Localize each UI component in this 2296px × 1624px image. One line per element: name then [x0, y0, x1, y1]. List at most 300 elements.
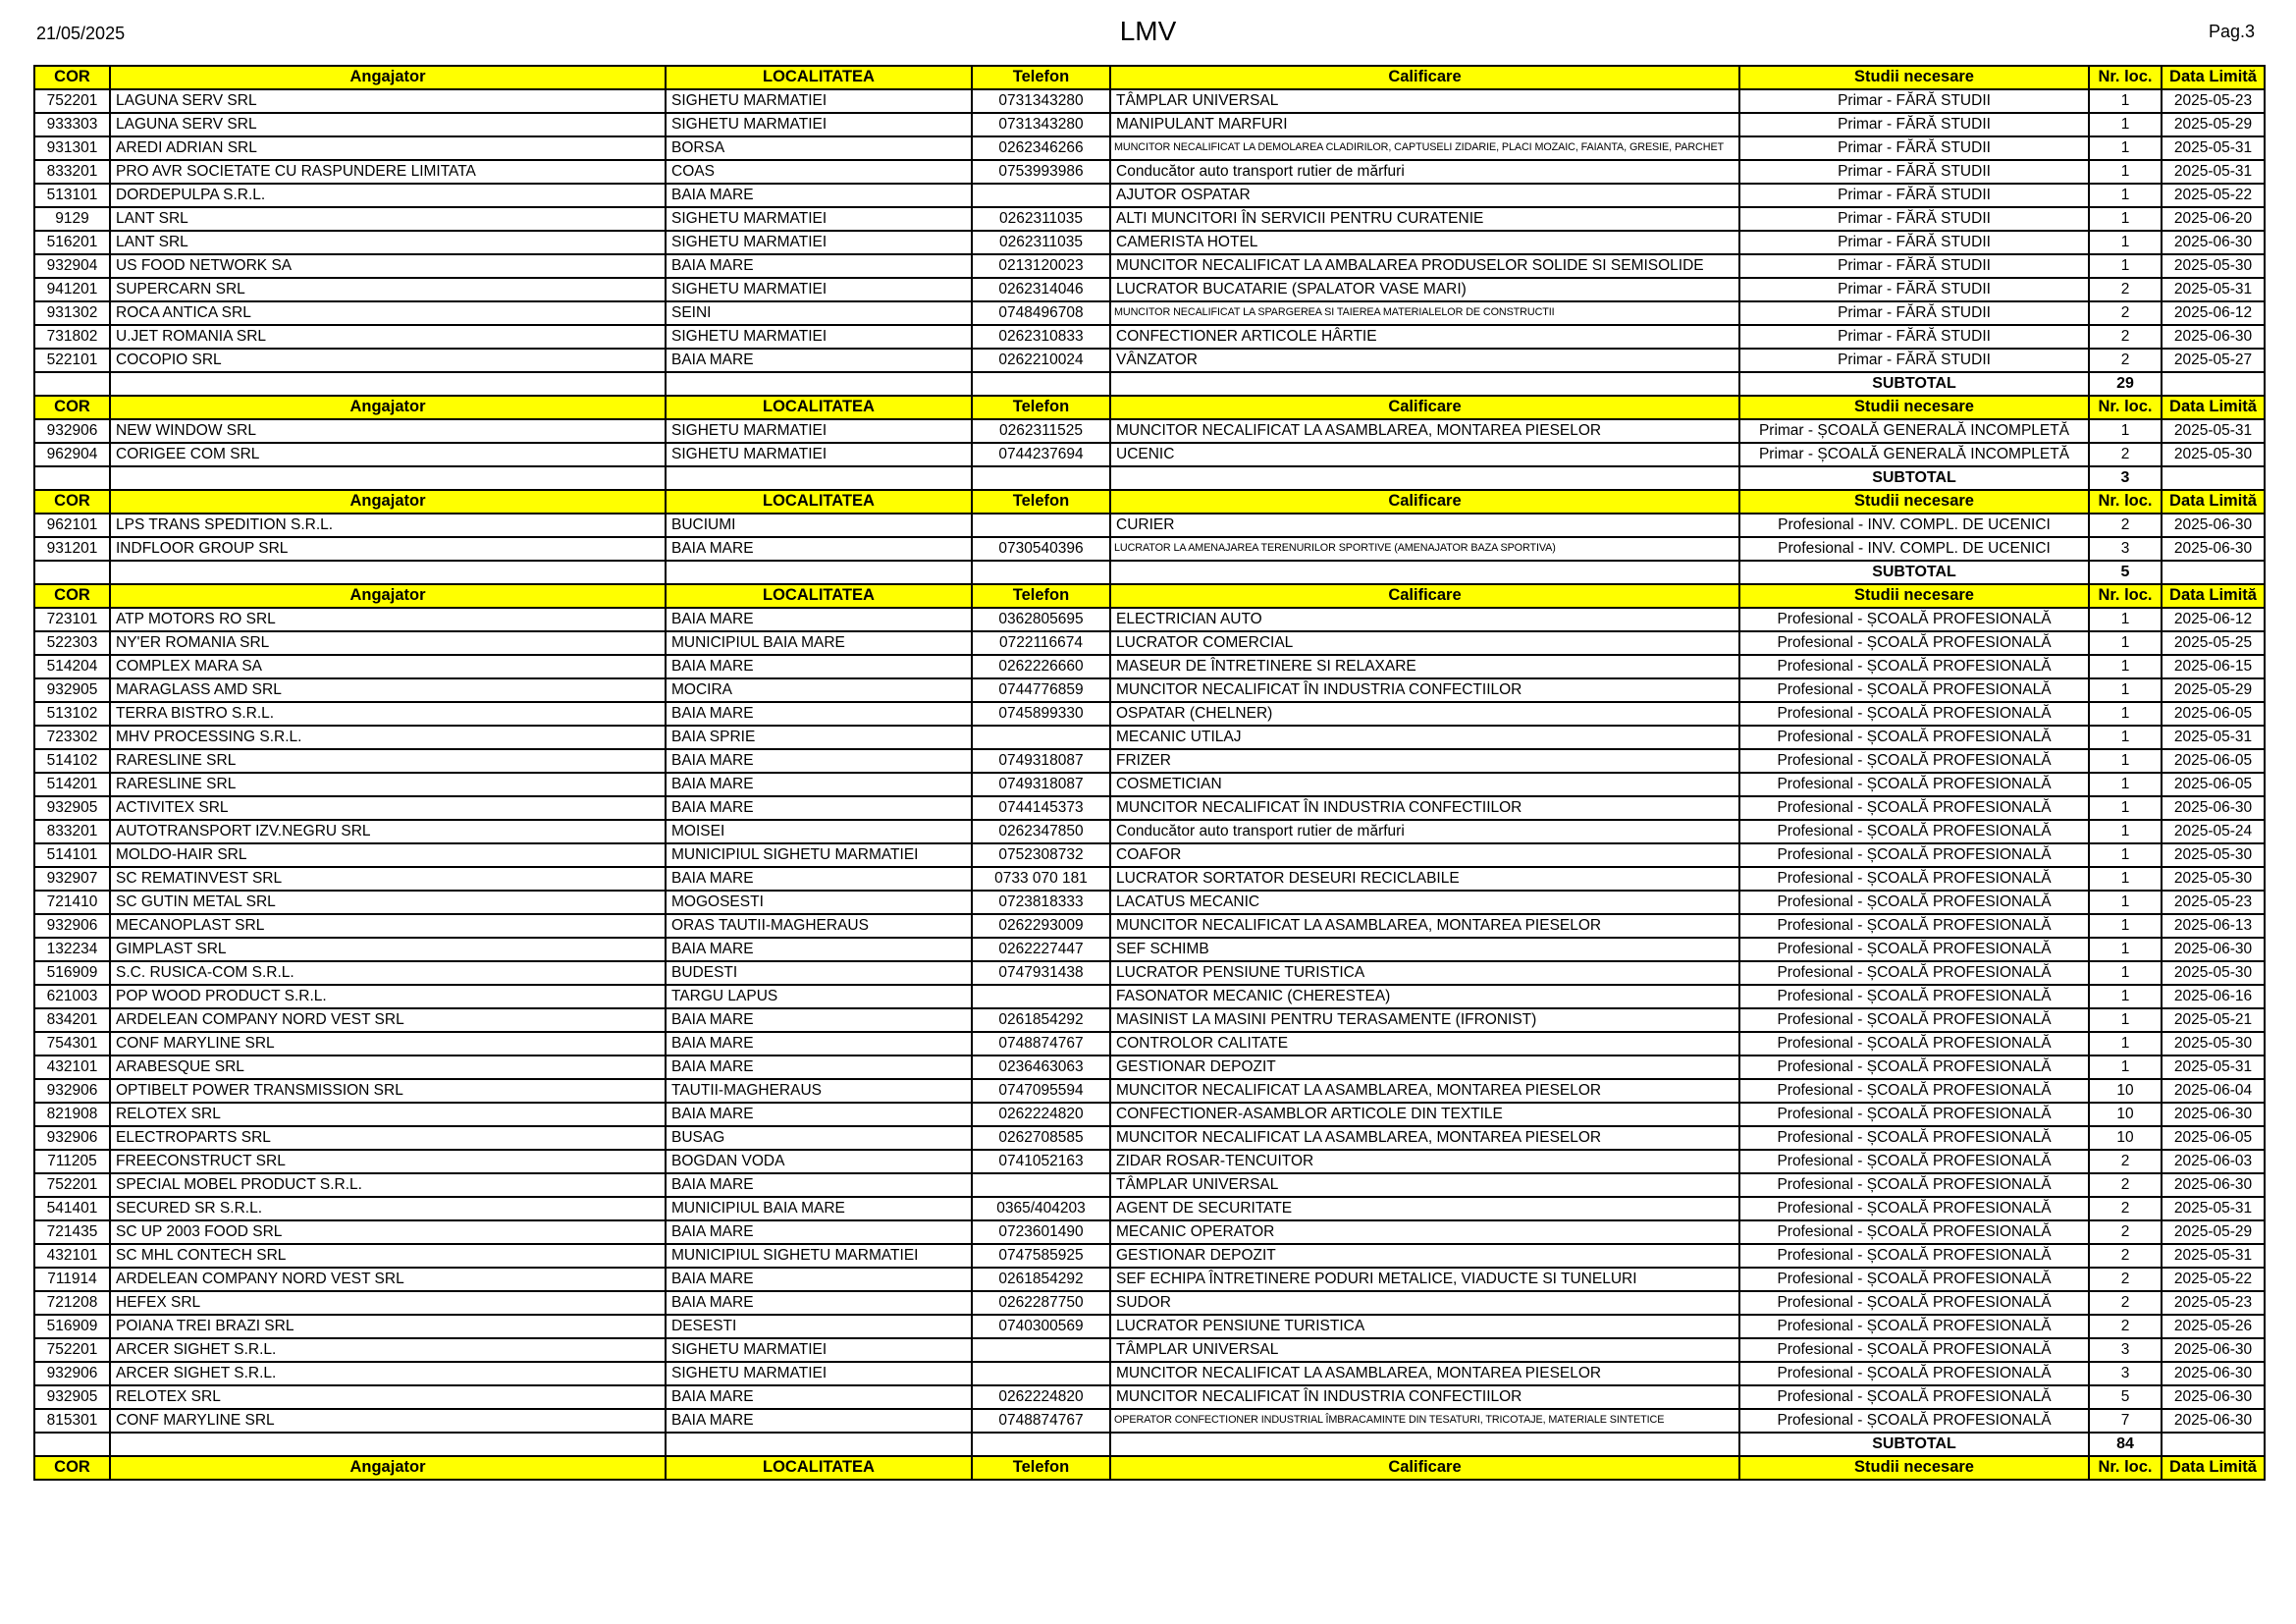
- job-row: [34, 1244, 2265, 1268]
- cell-telefon: [972, 184, 1110, 207]
- cell-nr_loc: 1: [2089, 891, 2162, 914]
- subtotal-value: 5: [2089, 561, 2162, 584]
- cell-calificare: COSMETICIAN: [1110, 773, 1739, 796]
- cell-data_limita: 2025-06-30: [2162, 1338, 2265, 1362]
- cell-studii: Profesional - ȘCOALĂ PROFESIONALĂ: [1739, 655, 2089, 678]
- cell-nr_loc: 1: [2089, 631, 2162, 655]
- cell-localitatea: MUNICIPIUL SIGHETU MARMATIEI: [666, 1244, 972, 1268]
- cell-calificare: CONFECTIONER ARTICOLE HÂRTIE: [1110, 325, 1739, 349]
- cell-telefon: 0262311035: [972, 207, 1110, 231]
- job-row: [34, 655, 2265, 678]
- cell-localitatea: BAIA MARE: [666, 1056, 972, 1079]
- job-row: [34, 443, 2265, 466]
- cell-nr_loc: 1: [2089, 1008, 2162, 1032]
- cell-telefon: 0262293009: [972, 914, 1110, 938]
- cell-cor: 9129: [34, 207, 110, 231]
- cell-nr_loc: 1: [2089, 113, 2162, 136]
- job-row: [34, 773, 2265, 796]
- cell-nr_loc: 1: [2089, 89, 2162, 113]
- cell-data_limita: 2025-05-23: [2162, 89, 2265, 113]
- cell-localitatea: SEINI: [666, 301, 972, 325]
- job-row: [34, 136, 2265, 160]
- cell-localitatea: BAIA MARE: [666, 773, 972, 796]
- cell-cor: 932904: [34, 254, 110, 278]
- cell-cor: 516201: [34, 231, 110, 254]
- cell-telefon: 0262346266: [972, 136, 1110, 160]
- cell-cor: 516909: [34, 1315, 110, 1338]
- cell-telefon: 0262224820: [972, 1385, 1110, 1409]
- job-row: [34, 1056, 2265, 1079]
- job-row: [34, 349, 2265, 372]
- cell-calificare: LACATUS MECANIC: [1110, 891, 1739, 914]
- column-header-cor: COR: [34, 1456, 110, 1480]
- cell-studii: Profesional - ȘCOALĂ PROFESIONALĂ: [1739, 1291, 2089, 1315]
- cell-data_limita: 2025-05-30: [2162, 843, 2265, 867]
- cell-data_limita: 2025-05-31: [2162, 160, 2265, 184]
- cell-localitatea: SIGHETU MARMATIEI: [666, 1362, 972, 1385]
- cell-calificare: MUNCITOR NECALIFICAT LA ASAMBLAREA, MONTAREA PIESELOR: [1110, 419, 1739, 443]
- cell-calificare: SEF ECHIPA ÎNTRETINERE PODURI METALICE, VIADUCTE SI TUNELURI: [1110, 1268, 1739, 1291]
- cell-cor: 723302: [34, 726, 110, 749]
- cell-nr_loc: 1: [2089, 749, 2162, 773]
- cell-studii: Profesional - ȘCOALĂ PROFESIONALĂ: [1739, 1150, 2089, 1173]
- subtotal-row: [34, 372, 2265, 396]
- cell-telefon: 0733 070 181: [972, 867, 1110, 891]
- column-header-nr_loc: Nr. loc.: [2089, 490, 2162, 514]
- cell-calificare: GESTIONAR DEPOZIT: [1110, 1244, 1739, 1268]
- cell-data_limita: 2025-06-30: [2162, 537, 2265, 561]
- cell-data_limita: 2025-05-31: [2162, 136, 2265, 160]
- cell-nr_loc: 1: [2089, 160, 2162, 184]
- cell-cor: 514102: [34, 749, 110, 773]
- column-header-telefon: Telefon: [972, 396, 1110, 419]
- cell-telefon: [972, 1362, 1110, 1385]
- cell-localitatea: BAIA MARE: [666, 537, 972, 561]
- cell-cor: 731802: [34, 325, 110, 349]
- cell-angajator: ARABESQUE SRL: [110, 1056, 666, 1079]
- column-header-nr_loc: Nr. loc.: [2089, 396, 2162, 419]
- cell-angajator: LANT SRL: [110, 207, 666, 231]
- cell-localitatea: BAIA MARE: [666, 1173, 972, 1197]
- cell-telefon: 0723601490: [972, 1220, 1110, 1244]
- cell-nr_loc: 1: [2089, 184, 2162, 207]
- job-row: [34, 914, 2265, 938]
- cell-cor: 711205: [34, 1150, 110, 1173]
- cell-nr_loc: 1: [2089, 419, 2162, 443]
- cell-data_limita: 2025-05-22: [2162, 184, 2265, 207]
- cell-nr_loc: 2: [2089, 1268, 2162, 1291]
- cell-data_limita: 2025-06-03: [2162, 1150, 2265, 1173]
- job-row: [34, 231, 2265, 254]
- cell-data_limita: 2025-06-30: [2162, 514, 2265, 537]
- cell-calificare: LUCRATOR PENSIUNE TURISTICA: [1110, 961, 1739, 985]
- column-header-studii: Studii necesare: [1739, 1456, 2089, 1480]
- job-row: [34, 1385, 2265, 1409]
- cell-studii: Profesional - ȘCOALĂ PROFESIONALĂ: [1739, 702, 2089, 726]
- cell-localitatea: SIGHETU MARMATIEI: [666, 419, 972, 443]
- job-row: [34, 1079, 2265, 1103]
- cell-localitatea: [666, 561, 972, 584]
- cell-telefon: [972, 985, 1110, 1008]
- cell-studii: Primar - FĂRĂ STUDII: [1739, 301, 2089, 325]
- cell-telefon: 0262287750: [972, 1291, 1110, 1315]
- cell-studii: Profesional - ȘCOALĂ PROFESIONALĂ: [1739, 1315, 2089, 1338]
- cell-studii: Primar - FĂRĂ STUDII: [1739, 184, 2089, 207]
- column-header-calificare: Calificare: [1110, 1456, 1739, 1480]
- job-row: [34, 1008, 2265, 1032]
- cell-calificare: LUCRATOR COMERCIAL: [1110, 631, 1739, 655]
- cell-cor: 931201: [34, 537, 110, 561]
- cell-data_limita: 2025-06-20: [2162, 207, 2265, 231]
- cell-data_limita: 2025-06-30: [2162, 1362, 2265, 1385]
- cell-calificare: MUNCITOR NECALIFICAT LA AMBALAREA PRODUSELOR SOLIDE SI SEMISOLIDE: [1110, 254, 1739, 278]
- cell-localitatea: BAIA MARE: [666, 1409, 972, 1433]
- cell-angajator: MOLDO-HAIR SRL: [110, 843, 666, 867]
- cell-cor: 522101: [34, 349, 110, 372]
- cell-localitatea: COAS: [666, 160, 972, 184]
- column-header-localitatea: LOCALITATEA: [666, 584, 972, 608]
- job-row: [34, 1338, 2265, 1362]
- cell-cor: 516909: [34, 961, 110, 985]
- cell-localitatea: BORSA: [666, 136, 972, 160]
- cell-studii: Primar - FĂRĂ STUDII: [1739, 325, 2089, 349]
- cell-localitatea: TARGU LAPUS: [666, 985, 972, 1008]
- column-header-telefon: Telefon: [972, 66, 1110, 89]
- cell-localitatea: BAIA MARE: [666, 1103, 972, 1126]
- cell-angajator: ELECTROPARTS SRL: [110, 1126, 666, 1150]
- cell-studii: Primar - FĂRĂ STUDII: [1739, 207, 2089, 231]
- cell-cor: 514201: [34, 773, 110, 796]
- cell-calificare: MUNCITOR NECALIFICAT LA ASAMBLAREA, MONTAREA PIESELOR: [1110, 1362, 1739, 1385]
- cell-angajator: ACTIVITEX SRL: [110, 796, 666, 820]
- job-row: [34, 301, 2265, 325]
- cell-nr_loc: 1: [2089, 773, 2162, 796]
- cell-studii: Profesional - ȘCOALĂ PROFESIONALĂ: [1739, 1056, 2089, 1079]
- column-header-data_limita: Data Limită: [2162, 66, 2265, 89]
- cell-localitatea: BOGDAN VODA: [666, 1150, 972, 1173]
- cell-telefon: 0744237694: [972, 443, 1110, 466]
- cell-calificare: MECANIC OPERATOR: [1110, 1220, 1739, 1244]
- cell-telefon: 0740300569: [972, 1315, 1110, 1338]
- cell-data_limita: 2025-06-16: [2162, 985, 2265, 1008]
- cell-angajator: [110, 561, 666, 584]
- cell-angajator: RELOTEX SRL: [110, 1385, 666, 1409]
- cell-cor: 815301: [34, 1409, 110, 1433]
- cell-nr_loc: 1: [2089, 843, 2162, 867]
- cell-angajator: COMPLEX MARA SA: [110, 655, 666, 678]
- job-row: [34, 985, 2265, 1008]
- cell-nr_loc: 2: [2089, 514, 2162, 537]
- subtotal-value: 84: [2089, 1433, 2162, 1456]
- cell-data_limita: 2025-05-23: [2162, 1291, 2265, 1315]
- cell-cor: 514204: [34, 655, 110, 678]
- job-row: [34, 278, 2265, 301]
- cell-calificare: MUNCITOR NECALIFICAT ÎN INDUSTRIA CONFECTIILOR: [1110, 1385, 1739, 1409]
- job-row: [34, 1409, 2265, 1433]
- cell-telefon: 0745899330: [972, 702, 1110, 726]
- column-header-telefon: Telefon: [972, 490, 1110, 514]
- cell-angajator: SC UP 2003 FOOD SRL: [110, 1220, 666, 1244]
- cell-studii: Primar - FĂRĂ STUDII: [1739, 254, 2089, 278]
- cell-studii: Primar - FĂRĂ STUDII: [1739, 278, 2089, 301]
- cell-angajator: S.C. RUSICA-COM S.R.L.: [110, 961, 666, 985]
- cell-localitatea: BAIA MARE: [666, 749, 972, 773]
- cell-cor: 932906: [34, 419, 110, 443]
- cell-localitatea: [666, 466, 972, 490]
- cell-angajator: [110, 466, 666, 490]
- cell-data_limita: 2025-06-05: [2162, 702, 2265, 726]
- cell-studii: Primar - FĂRĂ STUDII: [1739, 113, 2089, 136]
- cell-telefon: 0262347850: [972, 820, 1110, 843]
- cell-data_limita: 2025-06-30: [2162, 325, 2265, 349]
- cell-calificare: UCENIC: [1110, 443, 1739, 466]
- cell-telefon: [972, 561, 1110, 584]
- job-row: [34, 820, 2265, 843]
- cell-studii: Profesional - ȘCOALĂ PROFESIONALĂ: [1739, 1220, 2089, 1244]
- cell-nr_loc: 1: [2089, 702, 2162, 726]
- cell-nr_loc: 1: [2089, 655, 2162, 678]
- column-header-calificare: Calificare: [1110, 66, 1739, 89]
- cell-localitatea: SIGHETU MARMATIEI: [666, 325, 972, 349]
- cell-cor: 932907: [34, 867, 110, 891]
- job-row: [34, 1268, 2265, 1291]
- cell-angajator: [110, 372, 666, 396]
- job-row: [34, 867, 2265, 891]
- cell-nr_loc: 1: [2089, 1056, 2162, 1079]
- cell-studii: Profesional - ȘCOALĂ PROFESIONALĂ: [1739, 1103, 2089, 1126]
- cell-angajator: RARESLINE SRL: [110, 773, 666, 796]
- cell-data_limita: 2025-05-29: [2162, 678, 2265, 702]
- column-header-angajator: Angajator: [110, 396, 666, 419]
- cell-studii: Profesional - ȘCOALĂ PROFESIONALĂ: [1739, 985, 2089, 1008]
- cell-localitatea: BAIA MARE: [666, 1291, 972, 1315]
- column-header-data_limita: Data Limită: [2162, 584, 2265, 608]
- cell-angajator: SPECIAL MOBEL PRODUCT S.R.L.: [110, 1173, 666, 1197]
- cell-localitatea: BAIA MARE: [666, 867, 972, 891]
- cell-angajator: INDFLOOR GROUP SRL: [110, 537, 666, 561]
- cell-telefon: 0213120023: [972, 254, 1110, 278]
- cell-cor: 932905: [34, 796, 110, 820]
- cell-calificare: [1110, 1433, 1739, 1456]
- cell-calificare: MUNCITOR NECALIFICAT ÎN INDUSTRIA CONFECTIILOR: [1110, 796, 1739, 820]
- cell-cor: 933303: [34, 113, 110, 136]
- job-row: [34, 537, 2265, 561]
- cell-telefon: 0747585925: [972, 1244, 1110, 1268]
- cell-calificare: TÂMPLAR UNIVERSAL: [1110, 1338, 1739, 1362]
- cell-calificare: FASONATOR MECANIC (CHERESTEA): [1110, 985, 1739, 1008]
- cell-telefon: 0723818333: [972, 891, 1110, 914]
- cell-cor: 432101: [34, 1056, 110, 1079]
- job-row: [34, 1197, 2265, 1220]
- cell-localitatea: BAIA MARE: [666, 938, 972, 961]
- cell-studii: Primar - FĂRĂ STUDII: [1739, 160, 2089, 184]
- cell-studii: Profesional - INV. COMPL. DE UCENICI: [1739, 537, 2089, 561]
- cell-localitatea: BAIA MARE: [666, 1032, 972, 1056]
- cell-calificare: MECANIC UTILAJ: [1110, 726, 1739, 749]
- cell-telefon: [972, 514, 1110, 537]
- cell-angajator: CONF MARYLINE SRL: [110, 1032, 666, 1056]
- cell-nr_loc: 2: [2089, 1244, 2162, 1268]
- cell-angajator: RARESLINE SRL: [110, 749, 666, 773]
- cell-cor: 754301: [34, 1032, 110, 1056]
- cell-calificare: [1110, 466, 1739, 490]
- cell-telefon: 0744145373: [972, 796, 1110, 820]
- cell-calificare: LUCRATOR SORTATOR DESEURI RECICLABILE: [1110, 867, 1739, 891]
- cell-angajator: AUTOTRANSPORT IZV.NEGRU SRL: [110, 820, 666, 843]
- column-header-localitatea: LOCALITATEA: [666, 1456, 972, 1480]
- cell-studii: Profesional - ȘCOALĂ PROFESIONALĂ: [1739, 678, 2089, 702]
- cell-cor: 621003: [34, 985, 110, 1008]
- job-row: [34, 678, 2265, 702]
- cell-telefon: 0262314046: [972, 278, 1110, 301]
- cell-data_limita: 2025-06-05: [2162, 749, 2265, 773]
- cell-calificare: MUNCITOR NECALIFICAT LA DEMOLAREA CLADIRILOR, CAPTUSELI ZIDARIE, PLACI MOZAIC, FAIANTA, GRESIE, PARCHET: [1110, 136, 1739, 160]
- column-header-angajator: Angajator: [110, 584, 666, 608]
- column-header-nr_loc: Nr. loc.: [2089, 66, 2162, 89]
- cell-nr_loc: 2: [2089, 278, 2162, 301]
- column-header-cor: COR: [34, 396, 110, 419]
- cell-cor: 721208: [34, 1291, 110, 1315]
- cell-nr_loc: 2: [2089, 325, 2162, 349]
- cell-studii: Primar - FĂRĂ STUDII: [1739, 349, 2089, 372]
- cell-calificare: CONTROLOR CALITATE: [1110, 1032, 1739, 1056]
- column-header-localitatea: LOCALITATEA: [666, 490, 972, 514]
- column-header-cor: COR: [34, 490, 110, 514]
- cell-data_limita: 2025-06-15: [2162, 655, 2265, 678]
- page-header: [0, 0, 2296, 65]
- job-row: [34, 796, 2265, 820]
- cell-telefon: [972, 466, 1110, 490]
- cell-studii: Profesional - ȘCOALĂ PROFESIONALĂ: [1739, 1268, 2089, 1291]
- cell-angajator: CONF MARYLINE SRL: [110, 1409, 666, 1433]
- cell-angajator: ARDELEAN COMPANY NORD VEST SRL: [110, 1008, 666, 1032]
- cell-nr_loc: 3: [2089, 1338, 2162, 1362]
- cell-angajator: LPS TRANS SPEDITION S.R.L.: [110, 514, 666, 537]
- cell-telefon: 0741052163: [972, 1150, 1110, 1173]
- cell-localitatea: BAIA MARE: [666, 349, 972, 372]
- header-row: [34, 66, 2265, 89]
- cell-angajator: RELOTEX SRL: [110, 1103, 666, 1126]
- job-row: [34, 1315, 2265, 1338]
- column-header-calificare: Calificare: [1110, 396, 1739, 419]
- cell-data_limita: 2025-06-30: [2162, 938, 2265, 961]
- cell-data_limita: 2025-05-31: [2162, 419, 2265, 443]
- column-header-data_limita: Data Limită: [2162, 396, 2265, 419]
- cell-calificare: MUNCITOR NECALIFICAT ÎN INDUSTRIA CONFECTIILOR: [1110, 678, 1739, 702]
- cell-cor: 513101: [34, 184, 110, 207]
- cell-data_limita: 2025-05-30: [2162, 867, 2265, 891]
- cell-data_limita: 2025-05-30: [2162, 1032, 2265, 1056]
- cell-data_limita: 2025-06-13: [2162, 914, 2265, 938]
- cell-telefon: [972, 1433, 1110, 1456]
- cell-telefon: 0749318087: [972, 773, 1110, 796]
- cell-angajator: ATP MOTORS RO SRL: [110, 608, 666, 631]
- cell-data_limita: 2025-06-30: [2162, 1173, 2265, 1197]
- cell-angajator: SECURED SR S.R.L.: [110, 1197, 666, 1220]
- cell-data_limita: 2025-06-30: [2162, 1103, 2265, 1126]
- cell-angajator: POP WOOD PRODUCT S.R.L.: [110, 985, 666, 1008]
- cell-angajator: U.JET ROMANIA SRL: [110, 325, 666, 349]
- cell-nr_loc: 1: [2089, 678, 2162, 702]
- column-header-nr_loc: Nr. loc.: [2089, 1456, 2162, 1480]
- report-date: 21/05/2025: [36, 24, 126, 43]
- cell-localitatea: SIGHETU MARMATIEI: [666, 278, 972, 301]
- header-row: [34, 584, 2265, 608]
- cell-nr_loc: 10: [2089, 1103, 2162, 1126]
- cell-cor: [34, 1433, 110, 1456]
- cell-cor: 931301: [34, 136, 110, 160]
- cell-angajator: US FOOD NETWORK SA: [110, 254, 666, 278]
- cell-data_limita: 2025-05-21: [2162, 1008, 2265, 1032]
- cell-angajator: [110, 1433, 666, 1456]
- cell-data_limita: 2025-05-29: [2162, 1220, 2265, 1244]
- job-row: [34, 891, 2265, 914]
- cell-localitatea: BAIA MARE: [666, 1268, 972, 1291]
- job-row: [34, 254, 2265, 278]
- cell-telefon: 0731343280: [972, 113, 1110, 136]
- cell-nr_loc: 1: [2089, 938, 2162, 961]
- cell-nr_loc: 2: [2089, 1315, 2162, 1338]
- cell-studii: Profesional - ȘCOALĂ PROFESIONALĂ: [1739, 1385, 2089, 1409]
- cell-calificare: TÂMPLAR UNIVERSAL: [1110, 89, 1739, 113]
- cell-studii: Profesional - ȘCOALĂ PROFESIONALĂ: [1739, 1079, 2089, 1103]
- cell-studii: Profesional - ȘCOALĂ PROFESIONALĂ: [1739, 938, 2089, 961]
- column-header-telefon: Telefon: [972, 584, 1110, 608]
- cell-angajator: SC GUTIN METAL SRL: [110, 891, 666, 914]
- column-header-cor: COR: [34, 584, 110, 608]
- column-header-localitatea: LOCALITATEA: [666, 66, 972, 89]
- cell-angajator: ARCER SIGHET S.R.L.: [110, 1338, 666, 1362]
- cell-studii: Profesional - ȘCOALĂ PROFESIONALĂ: [1739, 773, 2089, 796]
- cell-telefon: 0747931438: [972, 961, 1110, 985]
- column-header-localitatea: LOCALITATEA: [666, 396, 972, 419]
- cell-studii: Profesional - ȘCOALĂ PROFESIONALĂ: [1739, 843, 2089, 867]
- cell-telefon: 0748496708: [972, 301, 1110, 325]
- cell-telefon: 0262310833: [972, 325, 1110, 349]
- cell-studii: Profesional - ȘCOALĂ PROFESIONALĂ: [1739, 1409, 2089, 1433]
- cell-localitatea: SIGHETU MARMATIEI: [666, 1338, 972, 1362]
- cell-nr_loc: 3: [2089, 537, 2162, 561]
- cell-telefon: [972, 726, 1110, 749]
- cell-data_limita: 2025-06-04: [2162, 1079, 2265, 1103]
- column-header-data_limita: Data Limită: [2162, 490, 2265, 514]
- cell-angajator: MARAGLASS AMD SRL: [110, 678, 666, 702]
- cell-calificare: SUDOR: [1110, 1291, 1739, 1315]
- column-header-telefon: Telefon: [972, 1456, 1110, 1480]
- cell-localitatea: BUDESTI: [666, 961, 972, 985]
- cell-calificare: COAFOR: [1110, 843, 1739, 867]
- lmv-jobs-table: [33, 65, 2266, 1481]
- cell-angajator: AREDI ADRIAN SRL: [110, 136, 666, 160]
- cell-data_limita: 2025-06-12: [2162, 608, 2265, 631]
- cell-studii: Profesional - ȘCOALĂ PROFESIONALĂ: [1739, 726, 2089, 749]
- cell-telefon: 0261854292: [972, 1008, 1110, 1032]
- column-header-cor: COR: [34, 66, 110, 89]
- cell-nr_loc: 1: [2089, 136, 2162, 160]
- cell-calificare: FRIZER: [1110, 749, 1739, 773]
- cell-studii: Profesional - ȘCOALĂ PROFESIONALĂ: [1739, 1032, 2089, 1056]
- job-row: [34, 160, 2265, 184]
- cell-nr_loc: 1: [2089, 254, 2162, 278]
- cell-angajator: NY'ER ROMANIA SRL: [110, 631, 666, 655]
- cell-cor: [34, 372, 110, 396]
- cell-studii: Profesional - ȘCOALĂ PROFESIONALĂ: [1739, 961, 2089, 985]
- cell-telefon: 0365/404203: [972, 1197, 1110, 1220]
- cell-localitatea: BAIA SPRIE: [666, 726, 972, 749]
- cell-nr_loc: 10: [2089, 1126, 2162, 1150]
- cell-localitatea: MOGOSESTI: [666, 891, 972, 914]
- cell-calificare: ALTI MUNCITORI ÎN SERVICII PENTRU CURATENIE: [1110, 207, 1739, 231]
